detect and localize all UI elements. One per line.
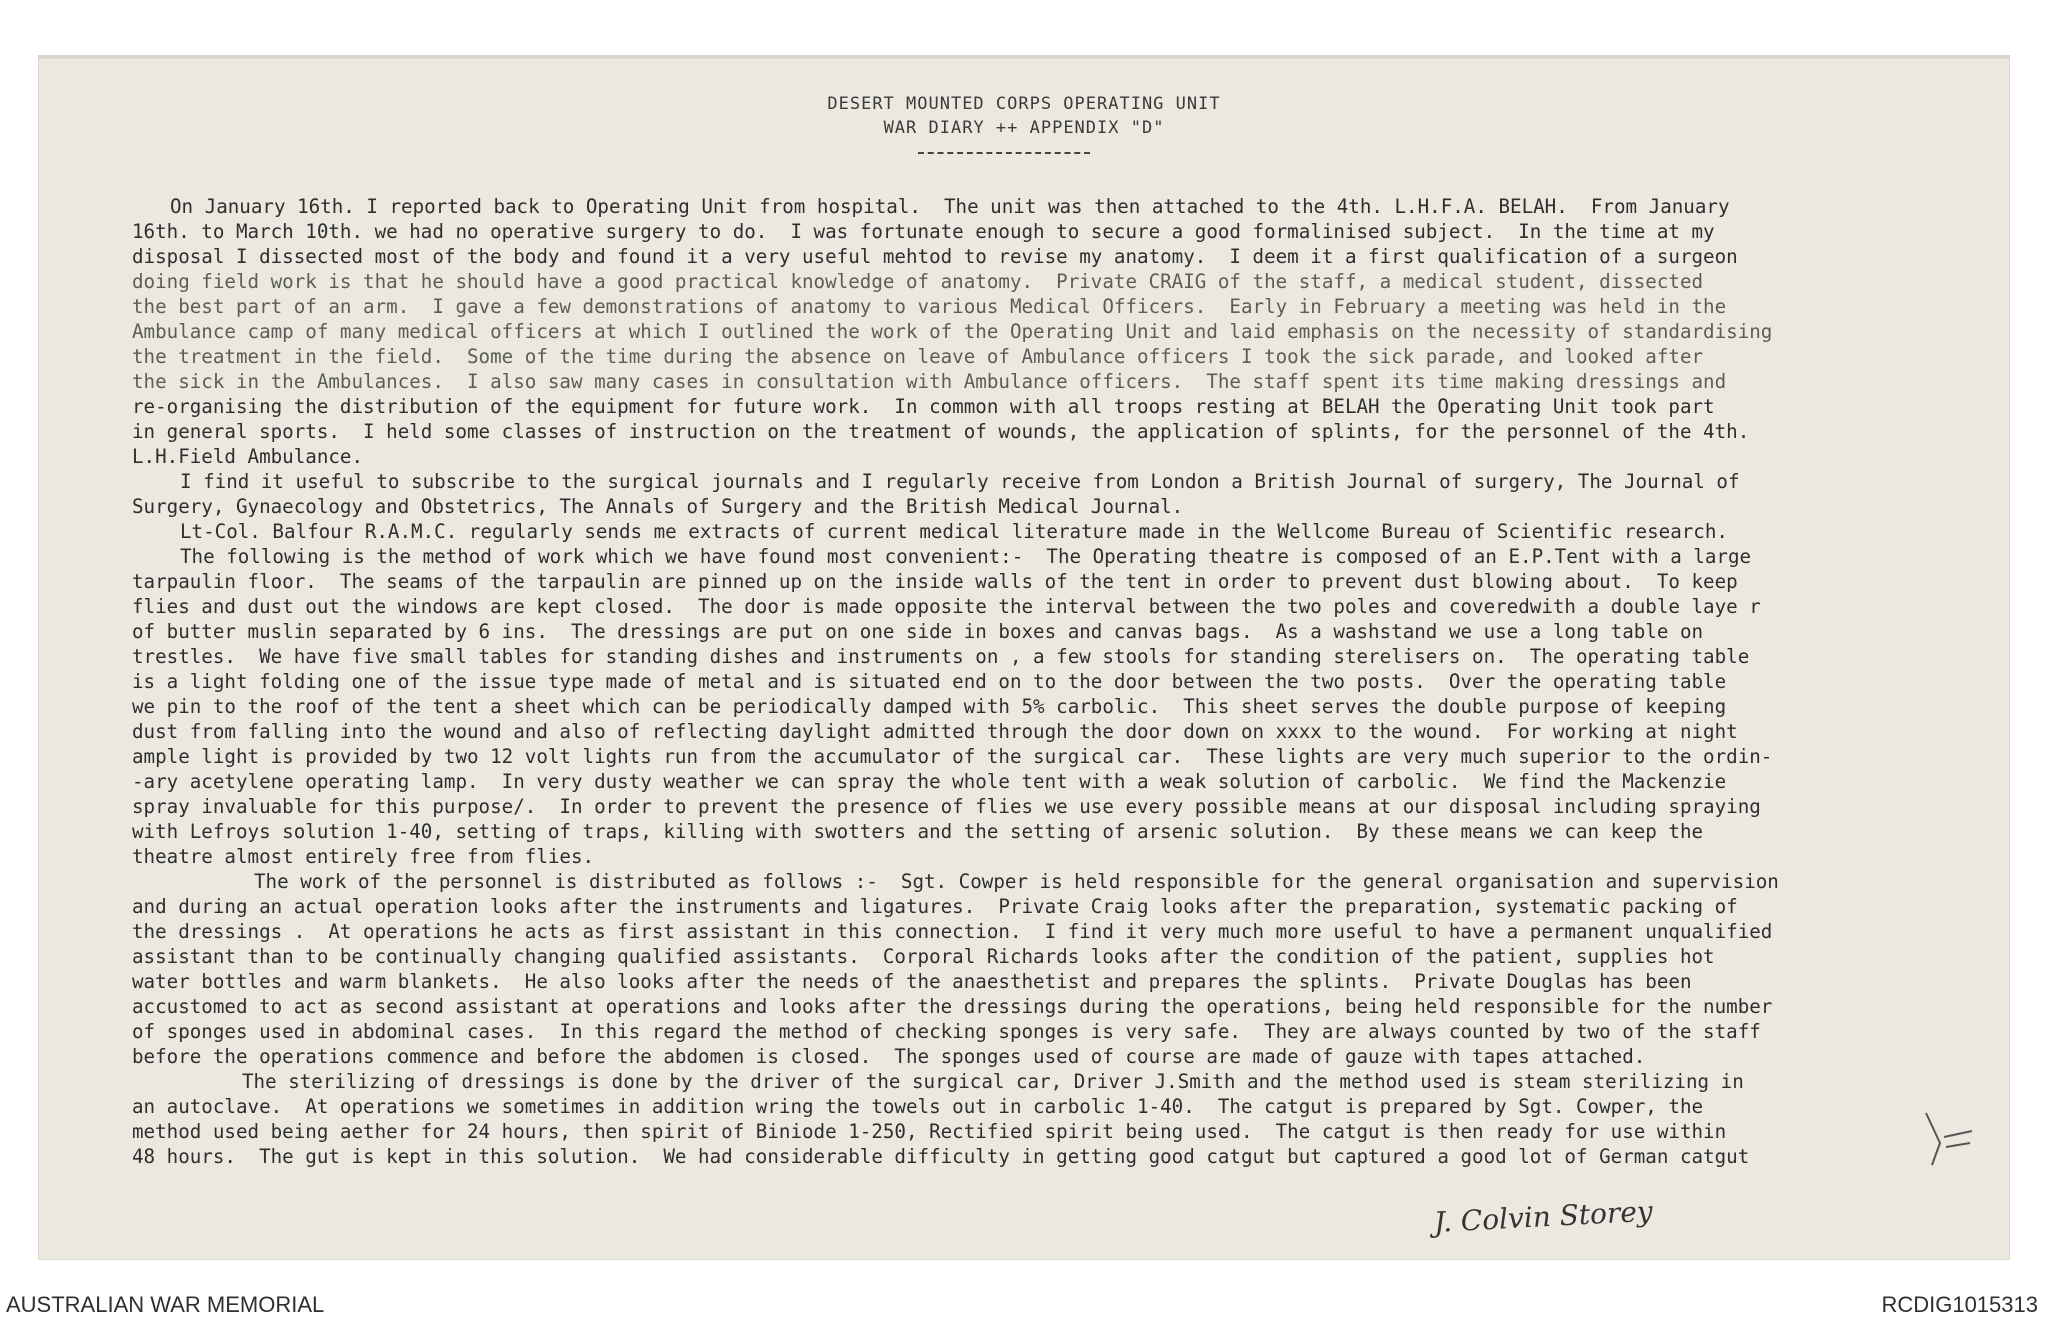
text-line: of sponges used in abdominal cases. In this regard the method of checking sponges is very safe. They are always counted by two of the staff <box>132 1020 1761 1043</box>
text-line: water bottles and warm blankets. He also looks after the needs of the anaesthetist and prepares the splints. Private Douglas has been <box>132 970 1692 993</box>
text-line: Lt-Col. Balfour R.A.M.C. regularly sends me extracts of current medical literature made in the Wellcome Bureau of Scientific research. <box>180 520 1728 543</box>
text-line: of butter muslin separated by 6 ins. The dressings are put on one side in boxes and canvas bags. As a washstand we use a long table on <box>132 620 1704 643</box>
text-line: before the operations commence and before the abdomen is closed. The sponges used of course are made of gauze with tapes attached. <box>132 1045 1646 1068</box>
text-line: disposal I dissected most of the body and found it a very useful mehtod to revise my anatomy. I deem it a first qualification of a surgeon <box>132 245 1738 268</box>
document-subheading: WAR DIARY ++ APPENDIX "D" <box>883 118 1165 138</box>
text-line: dust from falling into the wound and also of reflecting daylight admitted through the door down on xxxx to the wound. For working at night <box>132 720 1738 743</box>
text-line: with Lefroys solution 1-40, setting of traps, killing with swotters and the setting of arsenic solution. By these means we can keep the <box>132 820 1704 843</box>
text-line: theatre almost entirely free from flies. <box>132 845 595 868</box>
text-line: the treatment in the field. Some of the time during the absence on leave of Ambulance officers I took the sick parade, and looked after <box>132 345 1704 368</box>
text-line: -ary acetylene operating lamp. In very dusty weather we can spray the whole tent with a weak solution of carbolic. We find the Mackenzie <box>132 770 1727 793</box>
text-line: L.H.Field Ambulance. <box>132 445 364 468</box>
text-line: On January 16th. I reported back to Operating Unit from hospital. The unit was then attached to the 4th. L.H.F.A. BELAH. From January <box>170 195 1730 218</box>
text-line: is a light folding one of the issue type made of metal and is situated end on to the door between the two posts. Over the operating table <box>132 670 1727 693</box>
text-line: doing field work is that he should have a good practical knowledge of anatomy. Private CRAIG of the staff, a medical student, dissected <box>132 270 1704 293</box>
text-line: Surgery, Gynaecology and Obstetrics, The Annals of Surgery and the British Medical Journal. <box>132 495 1184 518</box>
document-heading: DESERT MOUNTED CORPS OPERATING UNIT <box>827 94 1221 114</box>
footer-source: AUSTRALIAN WAR MEMORIAL <box>6 1292 325 1317</box>
text-line: tarpaulin floor. The seams of the tarpaulin are pinned up on the inside walls of the tent in order to prevent dust blowing about. To keep <box>132 570 1738 593</box>
heading-rule <box>918 152 1090 154</box>
text-line: The sterilizing of dressings is done by the driver of the surgical car, Driver J.Smith and the method used is steam sterilizing in <box>242 1070 1744 1093</box>
text-line: we pin to the roof of the tent a sheet which can be periodically damped with 5% carbolic. This sheet serves the double purpose of keeping <box>132 695 1727 718</box>
text-line: The work of the personnel is distributed as follows :- Sgt. Cowper is held responsible for the general organisation and supervision <box>254 870 1779 893</box>
text-line: I find it useful to subscribe to the surgical journals and I regularly receive from London a British Journal of surgery, The Journal of <box>180 470 1740 493</box>
text-line: an autoclave. At operations we sometimes in addition wring the towels out in carbolic 1-40. The catgut is prepared by Sgt. Cowper, the <box>132 1095 1704 1118</box>
text-line: method used being aether for 24 hours, then spirit of Biniode 1-250, Rectified spirit being used. The catgut is then ready for use within <box>132 1120 1727 1143</box>
text-line: flies and dust out the windows are kept closed. The door is made opposite the interval between the two poles and coveredwith a double laye r <box>132 595 1761 618</box>
text-line: accustomed to act as second assistant at operations and looks after the dressings during the operations, being held responsible for the number <box>132 995 1773 1018</box>
text-line: ample light is provided by two 12 volt lights run from the accumulator of the surgical car. These lights are very much superior to the ordin- <box>132 745 1773 768</box>
text-line: assistant than to be continually changing qualified assistants. Corporal Richards looks after the condition of the patient, supplies hot <box>132 945 1715 968</box>
signature: J. Colvin Storey <box>1433 1194 1654 1239</box>
text-line: the best part of an arm. I gave a few demonstrations of anatomy to various Medical Officers. Early in February a meeting was held in the <box>132 295 1727 318</box>
text-line: and during an actual operation looks after the instruments and ligatures. Private Craig looks after the preparation, systematic packing of <box>132 895 1738 918</box>
text-line: Ambulance camp of many medical officers at which I outlined the work of the Operating Unit and laid emphasis on the necessity of standardising <box>132 320 1773 343</box>
text-line: trestles. We have five small tables for standing dishes and instruments on , a few stools for standing sterelisers on. The operating table <box>132 645 1750 668</box>
text-line: the sick in the Ambulances. I also saw many cases in consultation with Ambulance officers. The staff spent its time making dressings and <box>132 370 1727 393</box>
text-line: in general sports. I held some classes of instruction on the treatment of wounds, the application of splints, for the personnel of the 4th. <box>132 420 1750 443</box>
text-line: the dressings . At operations he acts as first assistant in this connection. I find it very much more useful to have a permanent unqualified <box>132 920 1773 943</box>
text-line: spray invaluable for this purpose/. In order to prevent the presence of flies we use every possible means at our disposal including spraying <box>132 795 1761 818</box>
text-line: 48 hours. The gut is kept in this solution. We had considerable difficulty in getting good catgut but captured a good lot of German catgut <box>132 1145 1750 1168</box>
footer-reference: RCDIG1015313 <box>1881 1292 2038 1317</box>
margin-mark <box>1918 1103 1978 1173</box>
text-line: 16th. to March 10th. we had no operative surgery to do. I was fortunate enough to secure a good formalinised subject. In the time at my <box>132 220 1715 243</box>
text-line: re-organising the distribution of the equipment for future work. In common with all troops resting at BELAH the Operating Unit took part <box>132 395 1715 418</box>
document-page <box>38 55 2010 1260</box>
text-line: The following is the method of work which we have found most convenient:- The Operating theatre is composed of an E.P.Tent with a large <box>180 545 1752 568</box>
